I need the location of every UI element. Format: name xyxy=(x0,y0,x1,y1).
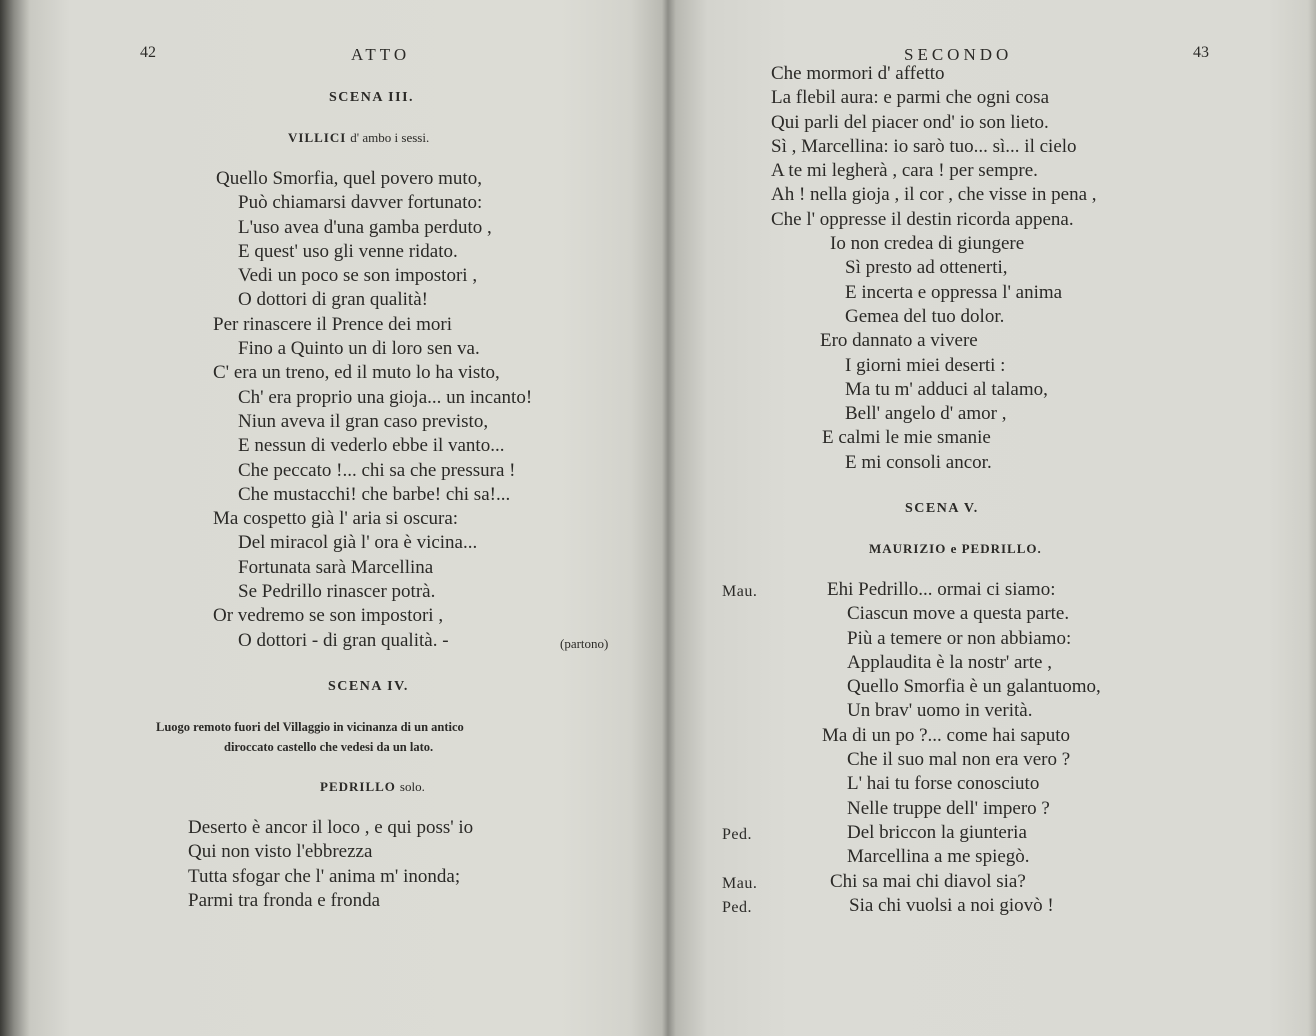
dialogue-text: Ma di un po ?... come hai saputo xyxy=(822,724,1071,746)
verse-line: I giorni miei deserti : xyxy=(845,354,1006,376)
running-head: ATTO xyxy=(351,45,411,64)
dialogue-line xyxy=(668,772,1316,796)
dialogue-text: Quello Smorfia è un galantuomo, xyxy=(847,676,1101,698)
dialogue-block xyxy=(668,578,1316,918)
dialogue-line xyxy=(668,894,1316,918)
speaker-label: Ped. xyxy=(722,898,752,916)
dialogue-text: Più a temere or non abbiamo: xyxy=(847,627,1072,649)
verse-line: Che mustacchi! che barbe! chi sa!... xyxy=(238,483,511,505)
dialogue-text: Sia chi vuolsi a noi giovò ! xyxy=(849,894,1054,916)
setting-description: diroccato castello che vedesi da un lato. xyxy=(224,740,434,754)
dialogue-text: L' hai tu forse conosciuto xyxy=(847,773,1040,795)
verse-line: Io non credea di giungere xyxy=(830,233,1025,255)
verse-line: Fortunata sarà Marcellina xyxy=(238,556,434,578)
character-names: PEDRILLO xyxy=(320,779,396,794)
dialogue-text: Applaudita è la nostr' arte , xyxy=(847,651,1052,673)
verse-line: E mi consoli ancor. xyxy=(845,451,992,473)
verse-line: A te mi legherà , cara ! per sempre. xyxy=(771,160,1038,182)
verse-line: Che peccato !... chi sa che pressura ! xyxy=(238,459,516,481)
verse-line: L'uso avea d'una gamba perduto , xyxy=(238,216,492,238)
character-note: solo. xyxy=(399,779,425,794)
dialogue-line xyxy=(668,748,1316,772)
verse-line: Del miracol già l' ora è vicina... xyxy=(238,532,478,554)
dialogue-line xyxy=(668,724,1316,748)
dialogue-line xyxy=(668,870,1316,894)
verse-line: Gemea del tuo dolor. xyxy=(845,305,1005,327)
verse-line: Se Pedrillo rinascer potrà. xyxy=(238,581,436,603)
verse-line xyxy=(0,629,668,653)
verse-line: Bell' angelo d' amor , xyxy=(845,403,1007,425)
dialogue-line xyxy=(668,845,1316,869)
verse-line: Qui parli del piacer ond' io son lieto. xyxy=(771,111,1049,133)
verse-line: Tutta sfogar che l' anima m' inonda; xyxy=(188,865,461,887)
right-page xyxy=(668,0,1316,1036)
verse-line: E nessun di vederlo ebbe il vanto... xyxy=(238,435,505,457)
dialogue-text: Che il suo mal non era vero ? xyxy=(847,749,1071,771)
verse-line: Qui non visto l'ebbrezza xyxy=(188,841,373,863)
verse-line: Parmi tra fronda e fronda xyxy=(188,889,381,911)
verse-line: Ma tu m' adduci al talamo, xyxy=(845,378,1048,400)
scene-title: SCENA III. xyxy=(329,90,415,105)
page-number: 43 xyxy=(1193,44,1209,61)
setting-description: Luogo remoto fuori del Villaggio in vicinanza di un antico xyxy=(156,720,464,734)
verse-line: Deserto è ancor il loco , e qui poss' io xyxy=(188,817,474,838)
character-list: MAURIZIO e PEDRILLO. xyxy=(869,541,1042,556)
stage-direction: (partono) xyxy=(560,635,609,651)
character-names: VILLICI xyxy=(288,130,347,145)
dialogue-line xyxy=(668,797,1316,821)
dialogue-line xyxy=(668,627,1316,651)
page-number: 42 xyxy=(140,44,156,61)
verse-block xyxy=(0,816,668,913)
speaker-label: Mau. xyxy=(722,583,758,600)
speaker-label: Mau. xyxy=(722,874,758,892)
verse-line: Ero dannato a vivere xyxy=(820,330,978,352)
verse-line: Sì , Marcellina: io sarò tuo... sì... il cielo xyxy=(771,135,1077,157)
dialogue-line xyxy=(668,578,1316,602)
verse-line: Niun aveva il gran caso previsto, xyxy=(238,410,489,432)
dialogue-line xyxy=(668,651,1316,675)
verse-line: Ma cospetto già l' aria si oscura: xyxy=(213,508,459,530)
dialogue-line xyxy=(668,821,1316,845)
verse-line: La flebil aura: e parmi che ogni cosa xyxy=(771,87,1050,109)
dialogue-line xyxy=(668,675,1316,699)
verse-line: E quest' uso gli venne ridato. xyxy=(238,240,458,262)
dialogue-line xyxy=(668,602,1316,626)
dialogue-text: Del briccon la giunteria xyxy=(847,821,1027,843)
verse-line: Ch' era proprio una gioja... un incanto! xyxy=(238,386,533,408)
verse-line: E incerta e oppressa l' anima xyxy=(845,281,1063,303)
speaker-label: Ped. xyxy=(722,825,752,843)
verse-line: C' era un treno, ed il muto lo ha visto, xyxy=(213,362,500,384)
verse-line: Ah ! nella gioja , il cor , che visse in pena , xyxy=(771,184,1097,206)
running-head: SECONDO xyxy=(904,45,1013,64)
verse-line: Che l' oppresse il destin ricorda appena. xyxy=(771,208,1074,230)
dialogue-text: Marcellina a me spiegò. xyxy=(847,846,1030,868)
scene-title: SCENA IV. xyxy=(328,679,409,694)
character-note: d' ambo i sessi. xyxy=(350,130,430,145)
verse-line: O dottori di gran qualità! xyxy=(238,289,428,311)
verse-text: O dottori - di gran qualità. - xyxy=(238,629,449,651)
verse-line: Per rinascere il Prence dei mori xyxy=(213,313,452,335)
character-list xyxy=(320,778,425,796)
dialogue-text: Nelle truppe dell' impero ? xyxy=(847,797,1050,819)
verse-line: Or vedremo se son impostori , xyxy=(213,605,444,627)
verse-line: Vedi un poco se son impostori , xyxy=(238,265,478,287)
character-list xyxy=(288,129,429,147)
dialogue-text: Ciascun move a questa parte. xyxy=(847,603,1070,625)
verse-line: Può chiamarsi davver fortunato: xyxy=(238,192,483,214)
verse-line: Che mormori d' affetto xyxy=(771,63,945,84)
verse-line: E calmi le mie smanie xyxy=(822,427,991,449)
dialogue-text: Un brav' uomo in verità. xyxy=(847,700,1033,722)
scene-title: SCENA V. xyxy=(905,501,979,516)
verse-block xyxy=(668,62,1316,475)
dialogue-line xyxy=(668,699,1316,723)
dialogue-text: Chi sa mai chi diavol sia? xyxy=(830,870,1026,892)
verse-line: Fino a Quinto un di loro sen va. xyxy=(238,338,480,360)
verse-line: Sì presto ad ottenerti, xyxy=(845,257,1008,279)
verse-line: Quello Smorfia, quel povero muto, xyxy=(216,168,482,189)
verse-block xyxy=(0,167,668,653)
dialogue-text: Ehi Pedrillo... ormai ci siamo: xyxy=(827,579,1056,600)
